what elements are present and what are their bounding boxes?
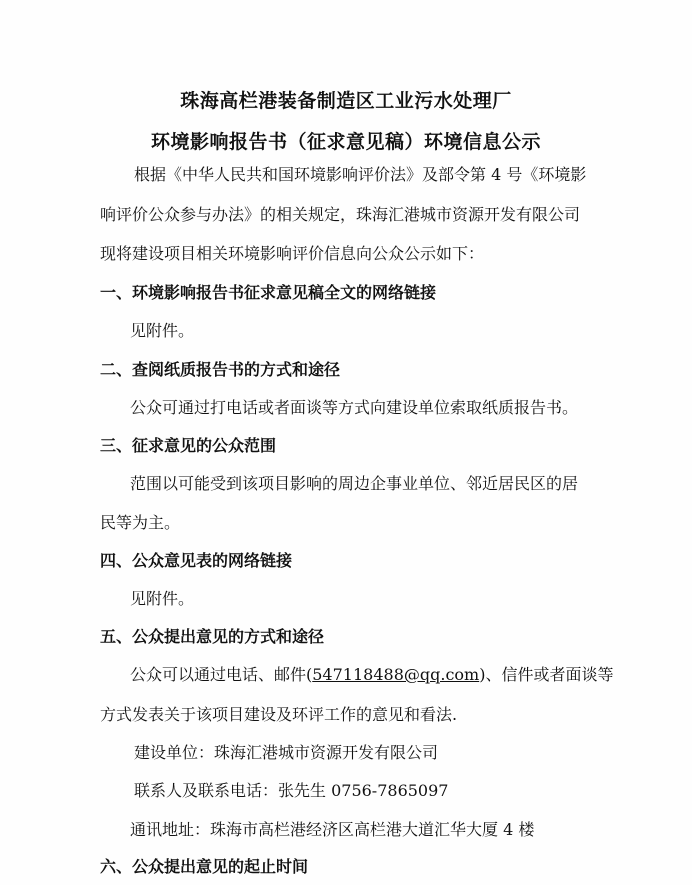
section-3-heading: 三、征求意见的公众范围: [100, 436, 277, 455]
intro-line-2: 响评价公众参与办法》的相关规定，珠海汇港城市资源开发有限公司: [100, 205, 581, 224]
section-4-body: 见附件。: [130, 589, 195, 608]
section-3-body-line-1: 范围以可能受到该项目影响的周边企事业单位、邻近居民区的居: [130, 474, 579, 493]
section-1-body: 见附件。: [130, 321, 195, 340]
section-5-heading: 五、公众提出意见的方式和途径: [100, 627, 325, 646]
section-5-body-suffix: )、信件或者面谈等: [479, 665, 614, 684]
construction-unit: 建设单位：珠海汇港城市资源开发有限公司: [134, 743, 439, 762]
mailing-address: 通讯地址：珠海市高栏港经济区高栏港大道汇华大厦 4 楼: [130, 820, 535, 839]
intro-line-3: 现将建设项目相关环境影响评价信息向公众公示如下：: [100, 244, 485, 263]
section-2-body: 公众可通过打电话或者面谈等方式向建设单位索取纸质报告书。: [130, 398, 579, 417]
contact-info: 联系人及联系电话：张先生 0756-7865097: [134, 781, 449, 800]
section-2-heading: 二、查阅纸质报告书的方式和途径: [100, 360, 341, 379]
intro-line-1: 根据《中华人民共和国环境影响评价法》及部令第 4 号《环境影: [134, 165, 587, 184]
section-4-heading: 四、公众意见表的网络链接: [100, 551, 293, 570]
section-1-heading: 一、环境影响报告书征求意见稿全文的网络链接: [100, 283, 437, 302]
email-link[interactable]: 547118488@qq.com: [312, 665, 480, 684]
section-6-heading: 六、公众提出意见的起止时间: [100, 857, 309, 876]
section-5-body-line-1: [130, 665, 613, 685]
document-subtitle: 环境影响报告书（征求意见稿）环境信息公示: [150, 131, 541, 153]
section-5-body-line-2: 方式发表关于该项目建设及环评工作的意见和看法.: [100, 705, 458, 724]
document-title: 珠海高栏港装备制造区工业污水处理厂: [180, 90, 512, 112]
section-3-body-line-2: 民等为主。: [100, 513, 181, 532]
section-5-body-prefix: 公众可以通过电话、邮件(: [130, 665, 313, 684]
